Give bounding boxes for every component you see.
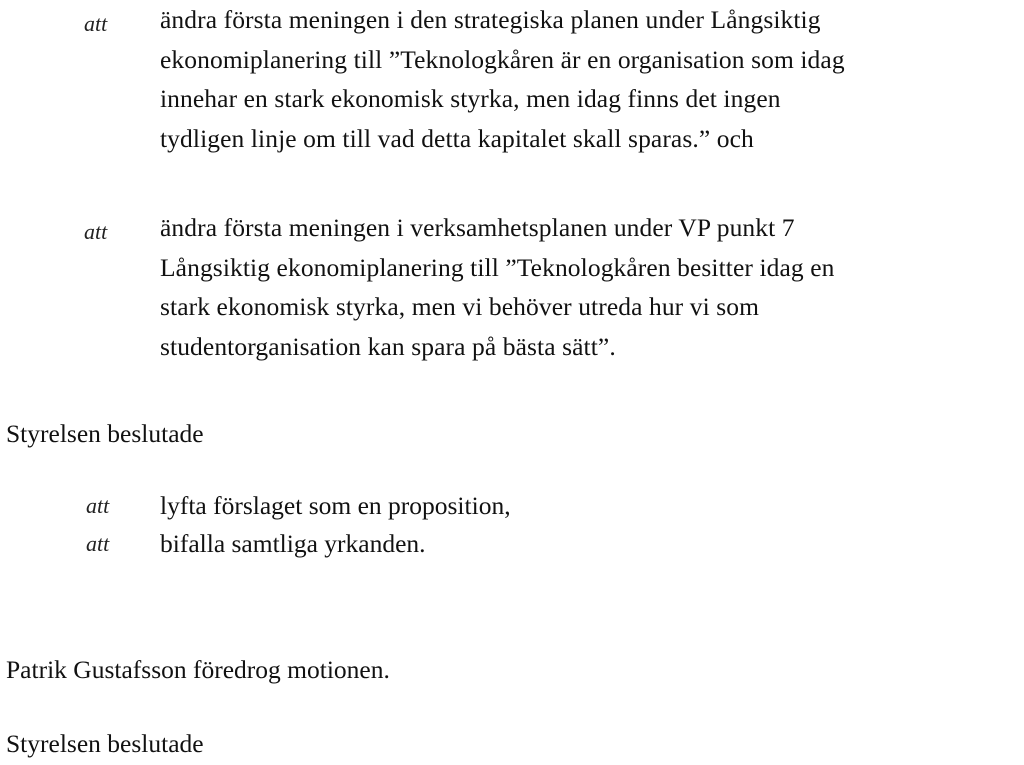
decision-heading: Styrelsen beslutade (6, 729, 204, 758)
clause-text (160, 208, 835, 366)
clause-line: ekonomiplanering till ”Teknologkåren är en organisation som idag (160, 44, 845, 74)
clause-line: studentorganisation kan spara på bästa sätt”. (160, 331, 616, 361)
decision-text: bifalla samtliga yrkanden. (160, 529, 426, 558)
decision-marker: att (86, 493, 110, 518)
clause-text (160, 0, 845, 158)
clause-line: ändra första meningen i verksamhetsplanen under VP punkt 7 (160, 213, 795, 242)
decision-marker: att (86, 531, 110, 556)
decision-heading: Styrelsen beslutade (6, 419, 204, 448)
clause-line: tydligen linje om till vad detta kapitalet skall sparas.” och (160, 123, 754, 153)
clause-marker: att (84, 219, 108, 244)
clause-line: innehar en stark ekonomisk styrka, men idag finns det ingen (160, 84, 781, 113)
clause-line: ändra första meningen i den strategiska planen under Långsiktig (160, 5, 821, 34)
clause-line: stark ekonomisk styrka, men vi behöver utreda hur vi som (160, 292, 760, 321)
presentation-note: Patrik Gustafsson föredrog motionen. (6, 655, 390, 684)
clause-line: Långsiktig ekonomiplanering till ”Teknologkåren besitter idag en (160, 252, 835, 282)
clause-marker: att (84, 11, 108, 36)
decision-text: lyfta förslaget som en proposition, (160, 491, 511, 520)
